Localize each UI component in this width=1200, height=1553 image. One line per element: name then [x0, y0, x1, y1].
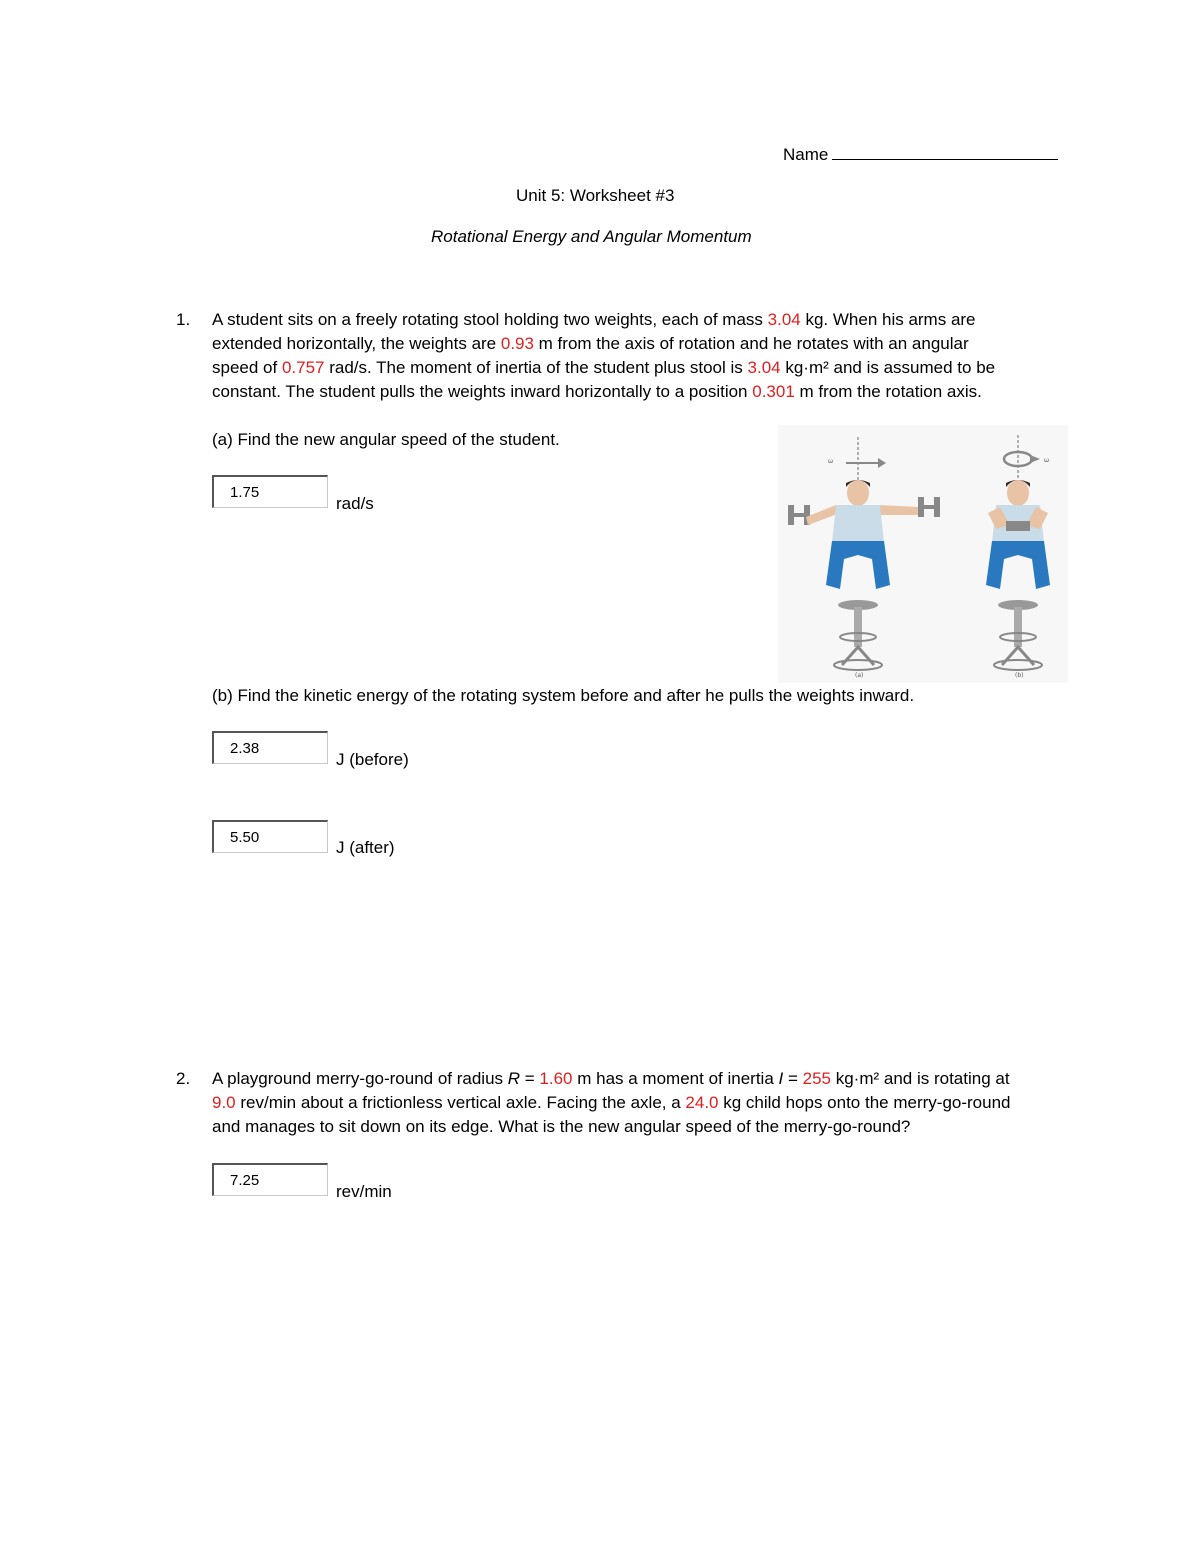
name-label: Name [783, 145, 829, 164]
q1-line-2: extended horizontally, the weights are 0.93 m from the axis of rotation and he rotates with an angular [212, 334, 969, 353]
q2-line-1: A playground merry-go-round of radius R = 1.60 m has a moment of inertia I = 255 kg·m² and is rotating at [212, 1069, 1010, 1088]
q1-part-b-prompt: (b) Find the kinetic energy of the rotating system before and after he pulls the weights inward. [212, 686, 915, 705]
q1a-unit: rad/s [336, 494, 374, 513]
spinning-student-figure [778, 425, 1068, 683]
name-field [783, 143, 1058, 165]
q2-line-3: and manages to sit down on its edge. What is the new angular speed of the merry-go-round? [212, 1117, 911, 1136]
q1-number: 1. [176, 310, 191, 329]
q2-unit: rev/min [336, 1182, 392, 1201]
q1-r1-value: 0.93 [500, 334, 534, 353]
q1-inertia-value: 3.04 [747, 358, 781, 377]
figure-label-a: (a) [855, 672, 864, 679]
q2-speed-value: 9.0 [212, 1093, 236, 1112]
q1b-before-unit: J (before) [336, 750, 409, 769]
worksheet-subtitle: Rotational Energy and Angular Momentum [431, 227, 752, 246]
q2-radius-value: 1.60 [539, 1069, 573, 1088]
q2-answer-input[interactable]: 7.25 [212, 1163, 328, 1196]
figure-label-b: (b) [1015, 672, 1024, 679]
q2-line-2: 9.0 rev/min about a frictionless vertical axle. Facing the axle, a 24.0 kg child hops onto the merry-go-round [212, 1093, 1011, 1112]
q1b-after-unit: J (after) [336, 838, 395, 857]
q1a-answer-input[interactable]: 1.75 [212, 475, 328, 508]
svg-text:ω: ω [1044, 457, 1050, 464]
q2-inertia-value: 255 [802, 1069, 831, 1088]
q1-mass-value: 3.04 [767, 310, 801, 329]
q1-line-3: speed of 0.757 rad/s. The moment of inertia of the student plus stool is 3.04 kg·m² and is assumed to be [212, 358, 996, 377]
q1-line-4: constant. The student pulls the weights inward horizontally to a position 0.301 m from the rotation axis. [212, 382, 982, 401]
q1-omega-value: 0.757 [281, 358, 325, 377]
q2-number: 2. [176, 1069, 191, 1088]
q1-text [212, 308, 995, 404]
q2-child-mass-value: 24.0 [685, 1093, 719, 1112]
q1b-before-answer-input[interactable]: 2.38 [212, 731, 328, 764]
q1-r2-value: 0.301 [752, 382, 795, 401]
svg-text:ω: ω [828, 458, 834, 465]
q1-part-a-prompt: (a) Find the new angular speed of the student. [212, 430, 560, 449]
name-blank-line [832, 143, 1058, 160]
worksheet-title: Unit 5: Worksheet #3 [516, 186, 675, 205]
student-on-stool-illustration [778, 425, 1068, 683]
q1-line-1: A student sits on a freely rotating stool holding two weights, each of mass 3.04 kg. When his arms are [212, 310, 976, 329]
q2-text [212, 1067, 1011, 1139]
q1b-after-answer-input[interactable]: 5.50 [212, 820, 328, 853]
